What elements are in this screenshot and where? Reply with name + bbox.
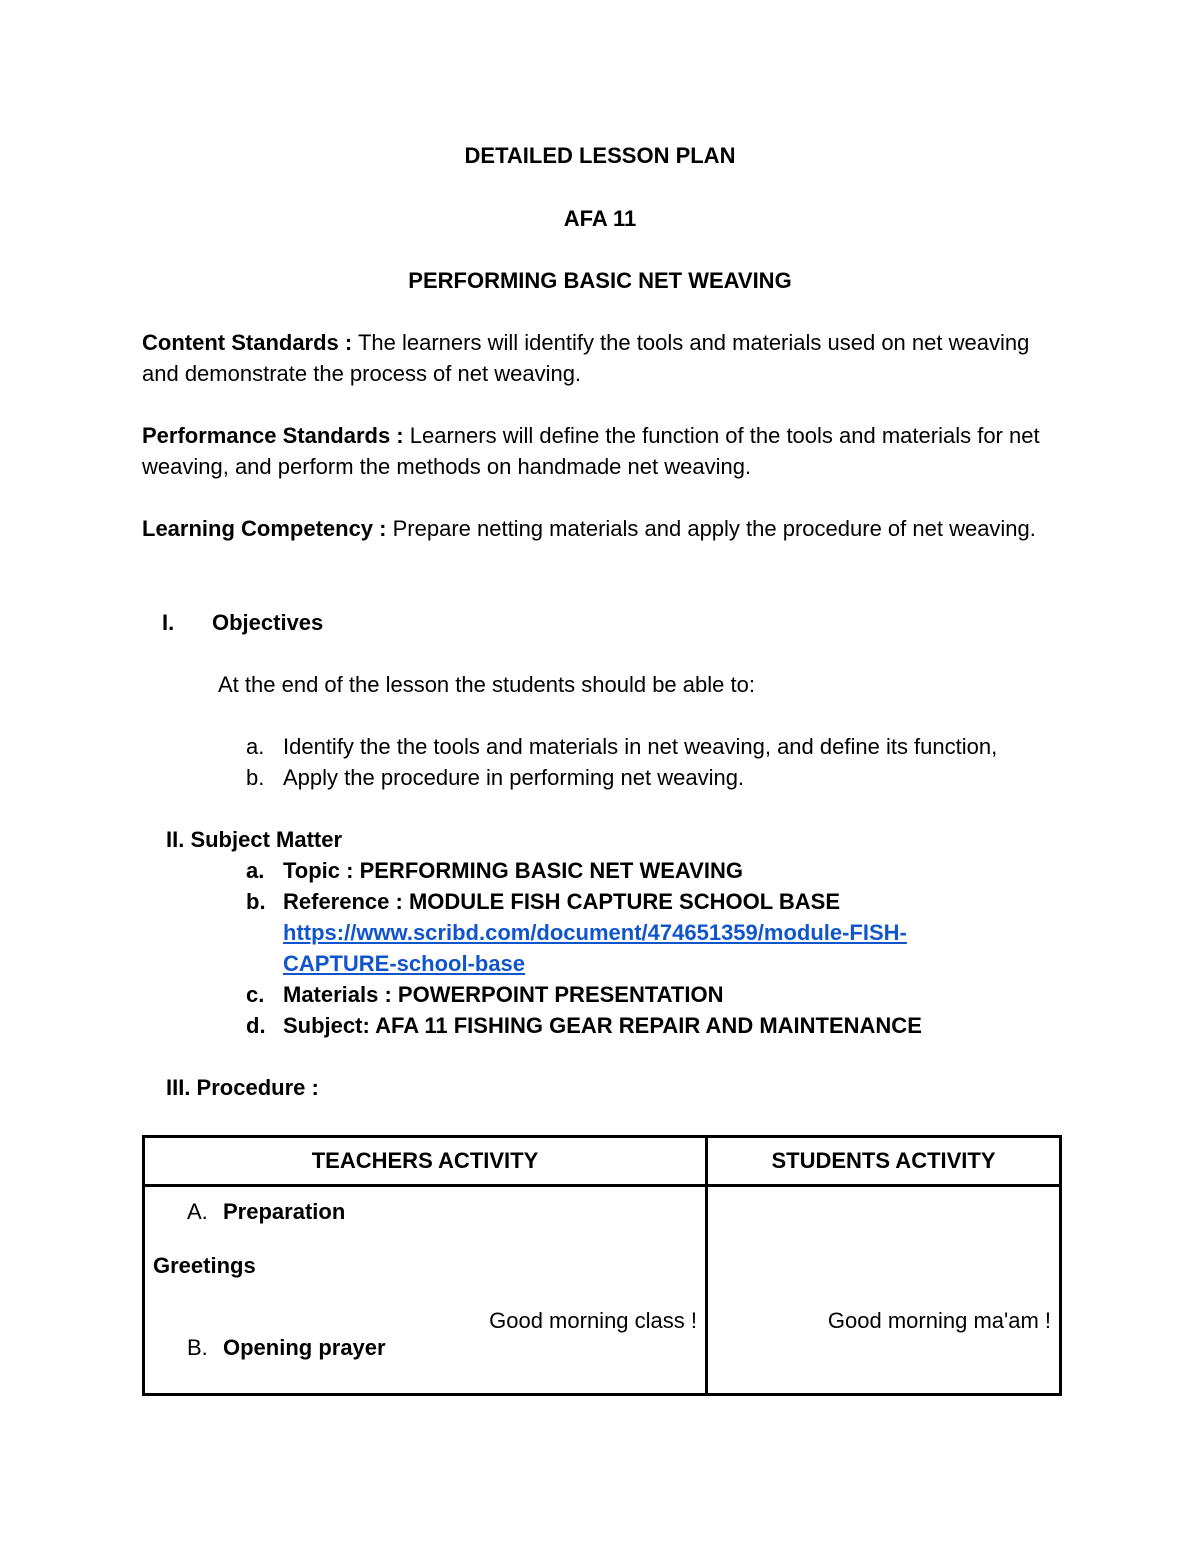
subject-marker-d: d. — [246, 1013, 266, 1038]
performance-standards-text: Learners will define the function of the tools and materials for net weaving, and perform the methods on handmade net weaving. — [142, 423, 1040, 479]
greetings-label: Greetings — [153, 1253, 256, 1278]
document-title: DETAILED LESSON PLAN — [464, 143, 736, 168]
learning-competency-text: Prepare netting materials and apply the procedure of net weaving. — [392, 516, 1036, 541]
lesson-title: PERFORMING BASIC NET WEAVING — [408, 268, 792, 293]
preparation-marker: A. — [187, 1199, 208, 1224]
subject-marker-a: a. — [246, 858, 265, 883]
objective-marker-b: b. — [246, 765, 265, 790]
performance-standards — [142, 420, 1042, 482]
reference-link-line1[interactable]: https://www.scribd.com/document/474651359/module-FISH- — [283, 920, 907, 945]
objective-item-a: Identify the the tools and materials in net weaving, and define its function, — [283, 734, 998, 759]
subject-code: AFA 11 — [563, 206, 637, 231]
procedure-table — [142, 1135, 1062, 1396]
teacher-activity-cell — [144, 1186, 707, 1395]
subject-reference: Reference : MODULE FISH CAPTURE SCHOOL BASE — [283, 889, 841, 914]
content-standards — [142, 327, 1042, 389]
teacher-greeting: Good morning class ! — [489, 1308, 697, 1333]
prayer-marker: B. — [187, 1335, 208, 1360]
preparation-label: Preparation — [223, 1199, 346, 1224]
subject-marker-b: b. — [246, 889, 266, 914]
procedure-header-row — [144, 1137, 1061, 1186]
objective-item-b: Apply the procedure in performing net weaving. — [283, 765, 745, 790]
content-standards-label: Content Standards : — [142, 330, 353, 355]
learning-competency — [142, 513, 1042, 544]
reference-link-line2[interactable]: CAPTURE-school-base — [283, 951, 526, 976]
objectives-heading: Objectives — [212, 610, 324, 635]
objectives-numeral: I. — [162, 610, 175, 635]
objectives-intro: At the end of the lesson the students should be able to: — [218, 672, 755, 697]
student-activity-cell — [707, 1186, 1061, 1395]
opening-prayer-label: Opening prayer — [223, 1335, 386, 1360]
subject-subject: Subject: AFA 11 FISHING GEAR REPAIR AND MAINTENANCE — [283, 1013, 922, 1038]
content-standards-text: The learners will identify the tools and materials used on net weaving and demonstrate the process of net weaving. — [142, 330, 1030, 386]
teacher-activity-header: TEACHERS ACTIVITY — [144, 1137, 707, 1186]
objective-marker-a: a. — [246, 734, 265, 759]
student-greeting: Good morning ma'am ! — [827, 1308, 1051, 1333]
learning-competency-label: Learning Competency : — [142, 516, 387, 541]
subject-matter-heading: II. Subject Matter — [166, 827, 343, 852]
student-activity-header: STUDENTS ACTIVITY — [707, 1137, 1061, 1186]
subject-materials: Materials : POWERPOINT PRESENTATION — [283, 982, 724, 1007]
procedure-heading: III. Procedure : — [166, 1075, 319, 1100]
subject-topic: Topic : PERFORMING BASIC NET WEAVING — [283, 858, 743, 883]
procedure-row — [144, 1186, 1061, 1395]
performance-standards-label: Performance Standards : — [142, 423, 404, 448]
subject-marker-c: c. — [246, 982, 265, 1007]
